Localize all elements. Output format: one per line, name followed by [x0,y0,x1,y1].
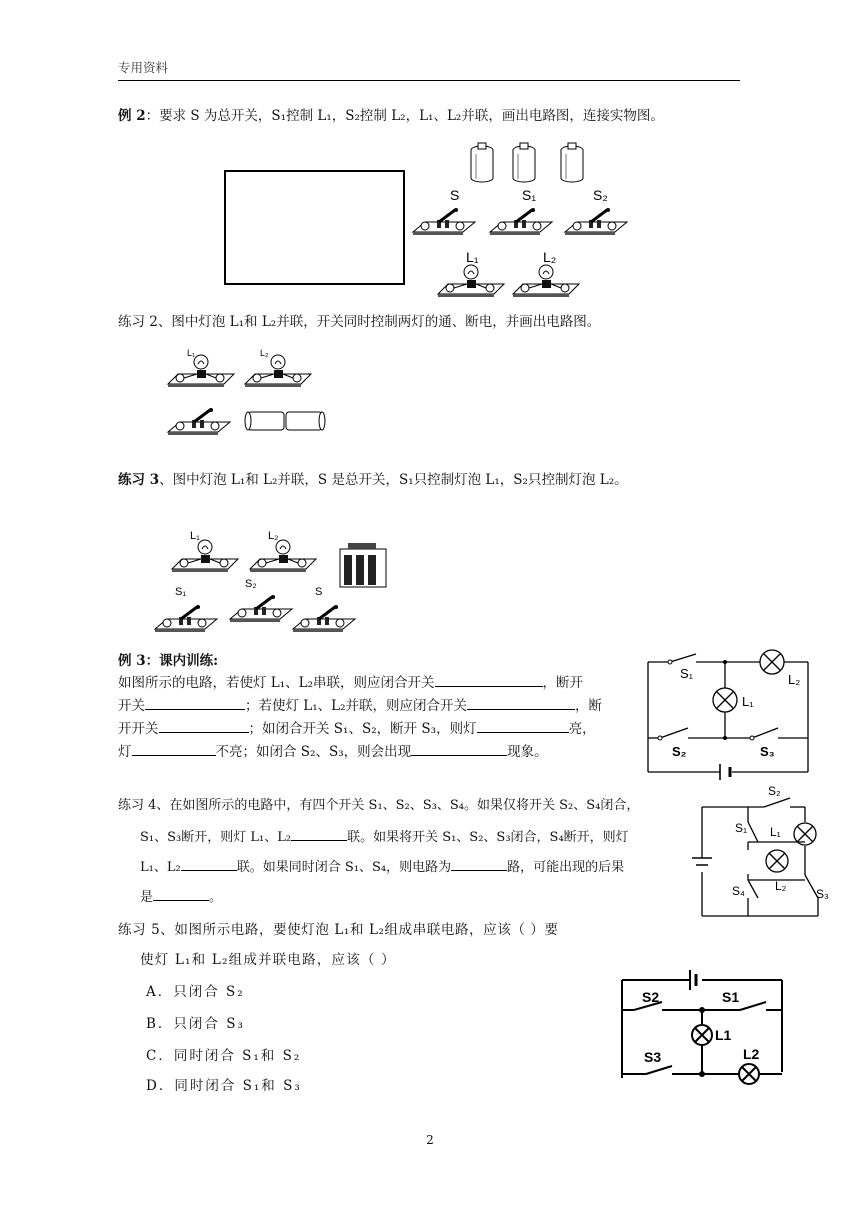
switch-icon [230,595,292,622]
answer-blank[interactable] [145,695,245,710]
option-c[interactable]: C．同时闭合 S₁和 S₂ [146,1048,302,1064]
practice3-prompt [118,470,628,490]
label-l1: L₁ [187,348,196,358]
text: 不亮；如闭合 S₂、S₃，则会出现 [215,744,412,760]
answer-blank[interactable] [477,718,569,733]
answer-box[interactable] [224,170,405,285]
switch-icon [293,605,355,632]
label-l2: L2 [743,1046,760,1062]
text: L₁、L₂ [140,860,181,875]
text: ；若使灯 L₁、L₂并联，则应闭合开关 [245,698,468,714]
label-s4: S₄ [732,884,745,898]
example3-circuit-diagram [640,640,820,780]
label-l1: L₁ [190,530,200,542]
example3-title: 例 3：课内训练: [118,653,219,669]
example3-line2 [118,695,602,716]
label-s1: S₁ [680,666,694,681]
switch-icon [168,408,230,435]
label-s: S [450,187,460,203]
label-s1: S₁ [735,821,748,835]
example2-prompt [118,106,664,126]
label-s1: S₁ [522,187,537,203]
answer-blank[interactable] [159,718,249,733]
text: ，断 [575,698,603,714]
label-l2: L₂ [543,249,557,265]
switch-icon [413,208,475,235]
text: 亮， [568,721,596,737]
answer-blank[interactable] [132,741,216,756]
battery-icon [471,143,493,182]
battery-pack-icon [245,412,325,430]
text: 开关 [118,698,145,714]
label-s2: S₂ [768,784,781,798]
switch-icon [155,605,217,632]
practice4-line4 [140,886,222,908]
label-s3: S3 [644,1049,662,1065]
label-l2: L₂ [268,530,279,542]
text: 是 [140,890,154,905]
option-a[interactable]: A．只闭合 S₂ [146,984,245,1000]
practice4-line1: 练习 4、在如图所示的电路中，有四个开关 S₁、S₂、S₃、S₄。如果仅将开关 S₂、S₄闭合， [118,798,640,813]
text: 开开关 [118,721,159,737]
label-s1: S₁ [175,586,187,598]
lamp-icon [245,355,311,387]
text: 如图所示的电路，若使灯 L₁、L₂串联，则应闭合开关 [118,675,435,691]
label-l1: L1 [715,1027,732,1043]
switch-icon [490,208,552,235]
practice3-components [150,525,400,640]
page-header: 专用资料 [118,60,169,75]
label-s3: S₃ [760,744,775,759]
practice5-line2: 使灯 L₁和 L₂组成并联电路，应该（ ） [140,952,396,968]
text: 路，可能出现的后果 [507,860,625,875]
lamp-icon [168,355,234,387]
label-l2: L₂ [260,348,269,358]
label-s2: S₂ [593,187,608,203]
practice3-text: 、图中灯泡 L₁和 L₂并联，S 是总开关，S₁只控制灯泡 L₁，S₂只控制灯泡 L₂。 [159,472,628,488]
lamp-icon [250,540,316,572]
answer-blank[interactable] [153,886,209,901]
answer-blank[interactable] [291,826,347,841]
text: 现象。 [507,744,548,760]
text: S₁、S₃断开，则灯 L₁、L₂ [140,830,292,845]
label-l1: L₁ [770,825,781,839]
practice4-circuit-diagram [680,780,840,920]
text: ；如闭合开关 S₁、S₂，断开 S₃，则灯 [248,721,477,737]
lamp-icon [513,265,579,297]
label-s2: S2 [642,989,660,1005]
text: 联。如果将开关 S₁、S₂、S₃闭合，S₄断开，则灯 [347,830,629,845]
option-d[interactable]: D．同时闭合 S₁和 S₃ [146,1078,302,1094]
battery-icon [513,143,535,182]
text: 。 [209,890,223,905]
label-l1: L₁ [742,694,754,709]
lamp-icon [172,540,238,572]
label-s3: S₃ [816,887,829,901]
switch-icon [565,208,627,235]
practice4-line2 [140,826,629,848]
practice3-label: 练习 3 [118,472,160,488]
header-rule [118,80,740,81]
practice5-line1: 练习 5、如图所示电路，要使灯泡 L₁和 L₂组成串联电路，应该（ ）要 [118,922,559,938]
example2-components [410,140,650,302]
label-s2: S₂ [672,744,687,759]
practice2-components [160,340,340,440]
text: 联。如果同时闭合 S₁、S₄，则电路为 [236,860,452,875]
label-l2: L₂ [788,672,801,687]
answer-blank[interactable] [411,741,507,756]
example3-line4 [118,741,548,762]
example3-line3 [118,718,596,739]
battery-box-icon [340,543,386,587]
label-l2: L₂ [775,879,787,893]
page-number: 2 [426,1133,434,1147]
practice5-circuit-diagram [610,962,800,1090]
option-b[interactable]: B．只闭合 S₃ [146,1016,245,1032]
text: ，断开 [542,675,584,691]
practice2-prompt: 练习 2、图中灯泡 L₁和 L₂并联，开关同时控制两灯的通、断电，并画出电路图。 [118,314,601,330]
answer-blank[interactable] [181,856,237,871]
answer-blank[interactable] [467,695,575,710]
label-l1: L₁ [466,249,479,265]
battery-icon [561,143,583,182]
lamp-icon [438,265,504,297]
practice4-line3 [140,856,624,878]
label-s: S [315,586,323,598]
text: 灯 [118,744,132,760]
example3-line1 [118,672,583,693]
answer-blank[interactable] [451,856,507,871]
example2-text: ：要求 S 为总开关，S₁控制 L₁，S₂控制 L₂，L₁、L₂并联，画出电路图，连接实物图。 [145,108,664,124]
answer-blank[interactable] [435,672,543,687]
example2-label: 例 2 [118,108,146,124]
label-s1: S1 [722,989,740,1005]
label-s2: S₂ [245,578,257,590]
